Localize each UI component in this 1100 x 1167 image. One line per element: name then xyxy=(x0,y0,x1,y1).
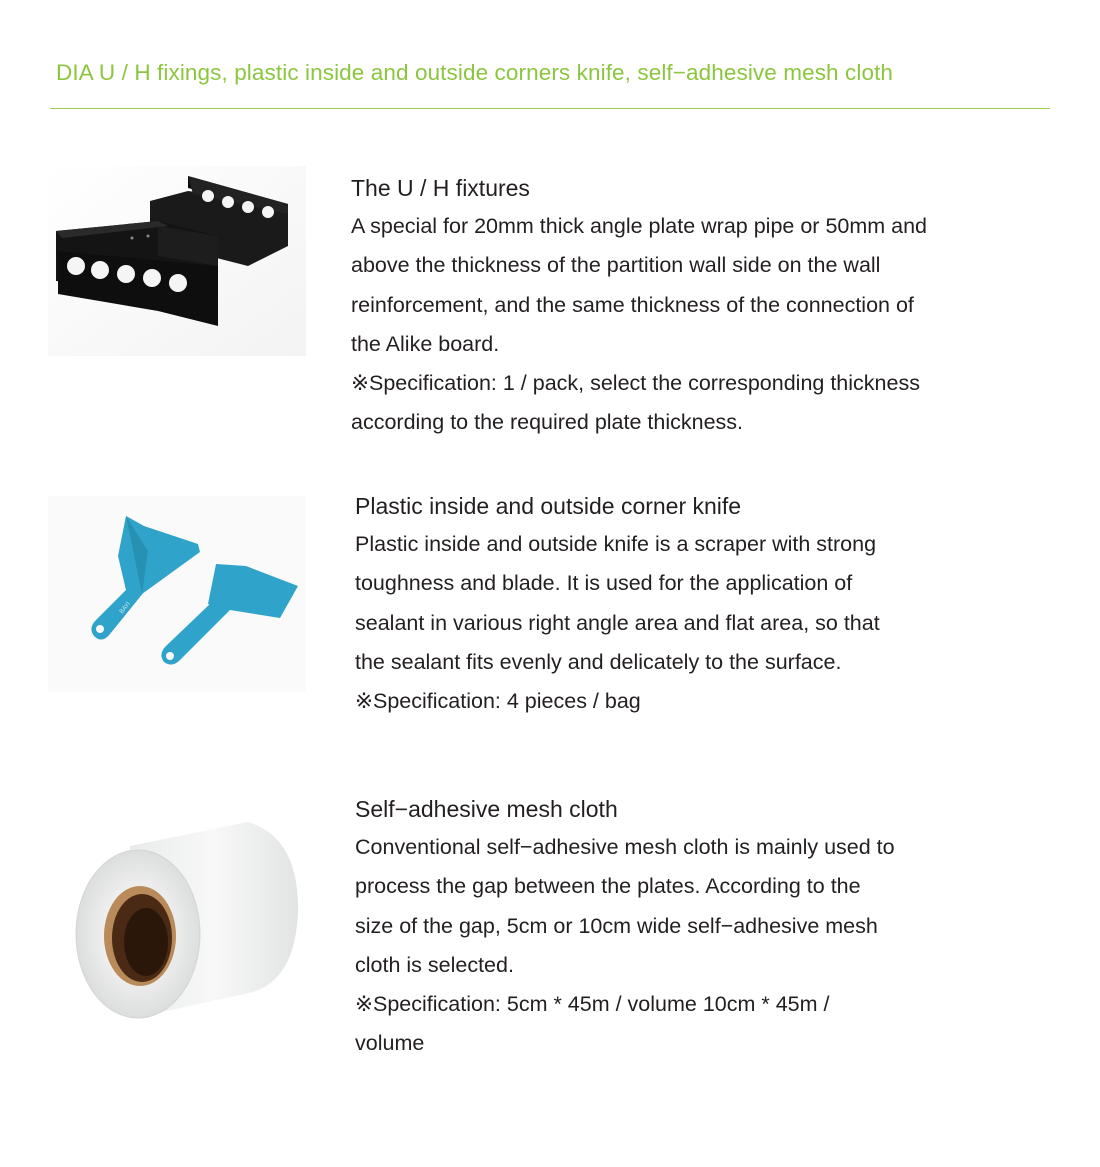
description-line: the Alike board. xyxy=(351,331,500,356)
description-line: size of the gap, 5cm or 10cm wide self−adhesive mesh xyxy=(355,913,878,938)
product-name: The U / H fixtures xyxy=(351,175,530,201)
black-u-h-fixture-brackets-image xyxy=(48,166,306,356)
specification-line: according to the required plate thickness. xyxy=(351,410,744,435)
product-description xyxy=(355,828,895,1064)
page-title: DIA U / H fixings, plastic inside and outside corners knife, self−adhesive mesh cloth xyxy=(56,60,894,85)
product-description xyxy=(355,525,880,721)
description-line: toughness and blade. It is used for the application of xyxy=(355,571,853,596)
description-line: reinforcement, and the same thickness of the connection of xyxy=(351,292,914,317)
description-line: A special for 20mm thick angle plate wrap pipe or 50mm and xyxy=(351,214,928,238)
description-line: sealant in various right angle area and flat area, so that xyxy=(355,610,880,635)
description-line: cloth is selected. xyxy=(355,952,514,977)
product-name: Plastic inside and outside corner knife xyxy=(355,493,742,519)
description-line: above the thickness of the partition wall side on the wall xyxy=(351,253,881,278)
description-line: Plastic inside and outside knife is a scraper with strong xyxy=(355,532,877,556)
title-divider xyxy=(50,108,1050,109)
description-line: process the gap between the plates. According to the xyxy=(355,874,861,899)
specification-line: volume xyxy=(355,1031,425,1056)
white-mesh-cloth-roll-image xyxy=(48,818,306,1028)
product-name: Self−adhesive mesh cloth xyxy=(355,796,618,822)
description-line: Conventional self−adhesive mesh cloth is mainly used to xyxy=(355,835,895,859)
specification-line: ※Specification: 4 pieces / bag xyxy=(355,689,641,714)
blue-corner-knife-image xyxy=(48,496,306,692)
specification-line: ※Specification: 5cm * 45m / volume 10cm * 45m / xyxy=(355,992,830,1017)
svg-text:BAYI: BAYI xyxy=(118,600,133,616)
product-description xyxy=(351,207,927,443)
specification-line: ※Specification: 1 / pack, select the corresponding thickness xyxy=(351,371,920,396)
description-line: the sealant fits evenly and delicately to the surface. xyxy=(355,649,842,674)
